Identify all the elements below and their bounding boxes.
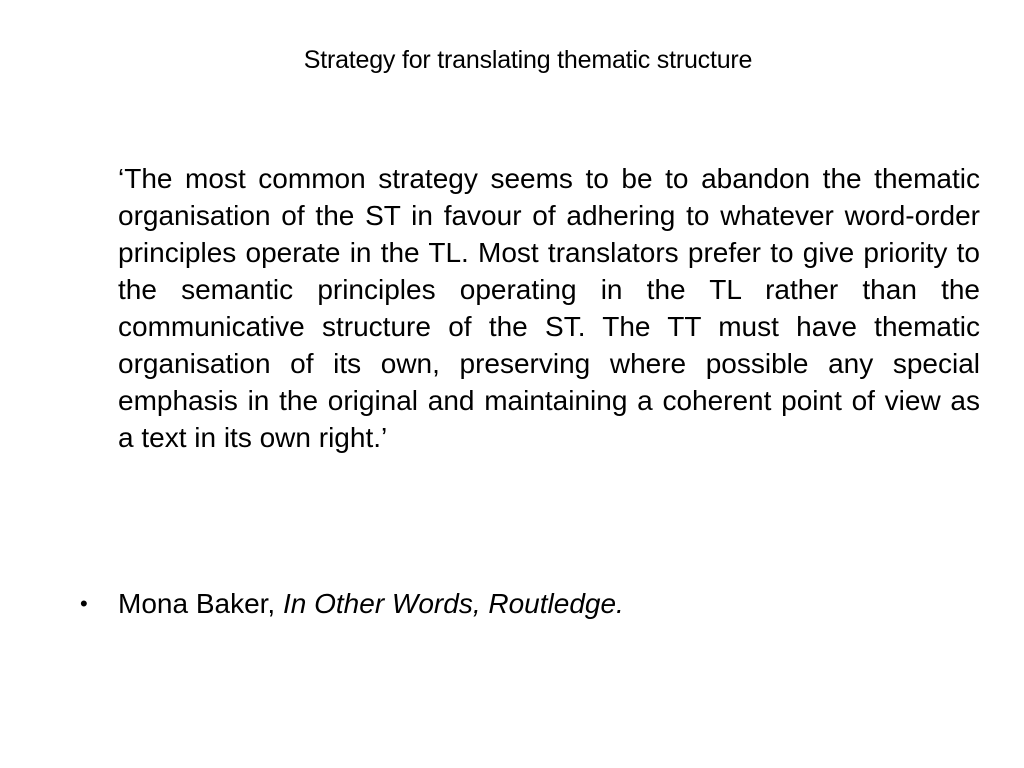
citation-author: Mona Baker, — [118, 588, 283, 619]
bullet-icon: • — [80, 591, 88, 616]
citation-item — [78, 584, 978, 624]
slide-title: Strategy for translating thematic structure — [303, 46, 753, 74]
citation-work: In Other Words, Routledge. — [282, 588, 624, 619]
quote-text: ‘The most common strategy seems to be to abandon the thematic organisation of the ST in favour of adhering to whatever word-order principles operate in the TL. Most translators prefer to give priority to the semantic principles operating in the TL rather than the communicative structure of the ST. The TT must have thematic organisation of its own, preserving where possible any special emphasis in the original and maintaining a coherent point of view as a text in its own right.’ — [118, 163, 980, 453]
citation-list — [78, 584, 978, 624]
